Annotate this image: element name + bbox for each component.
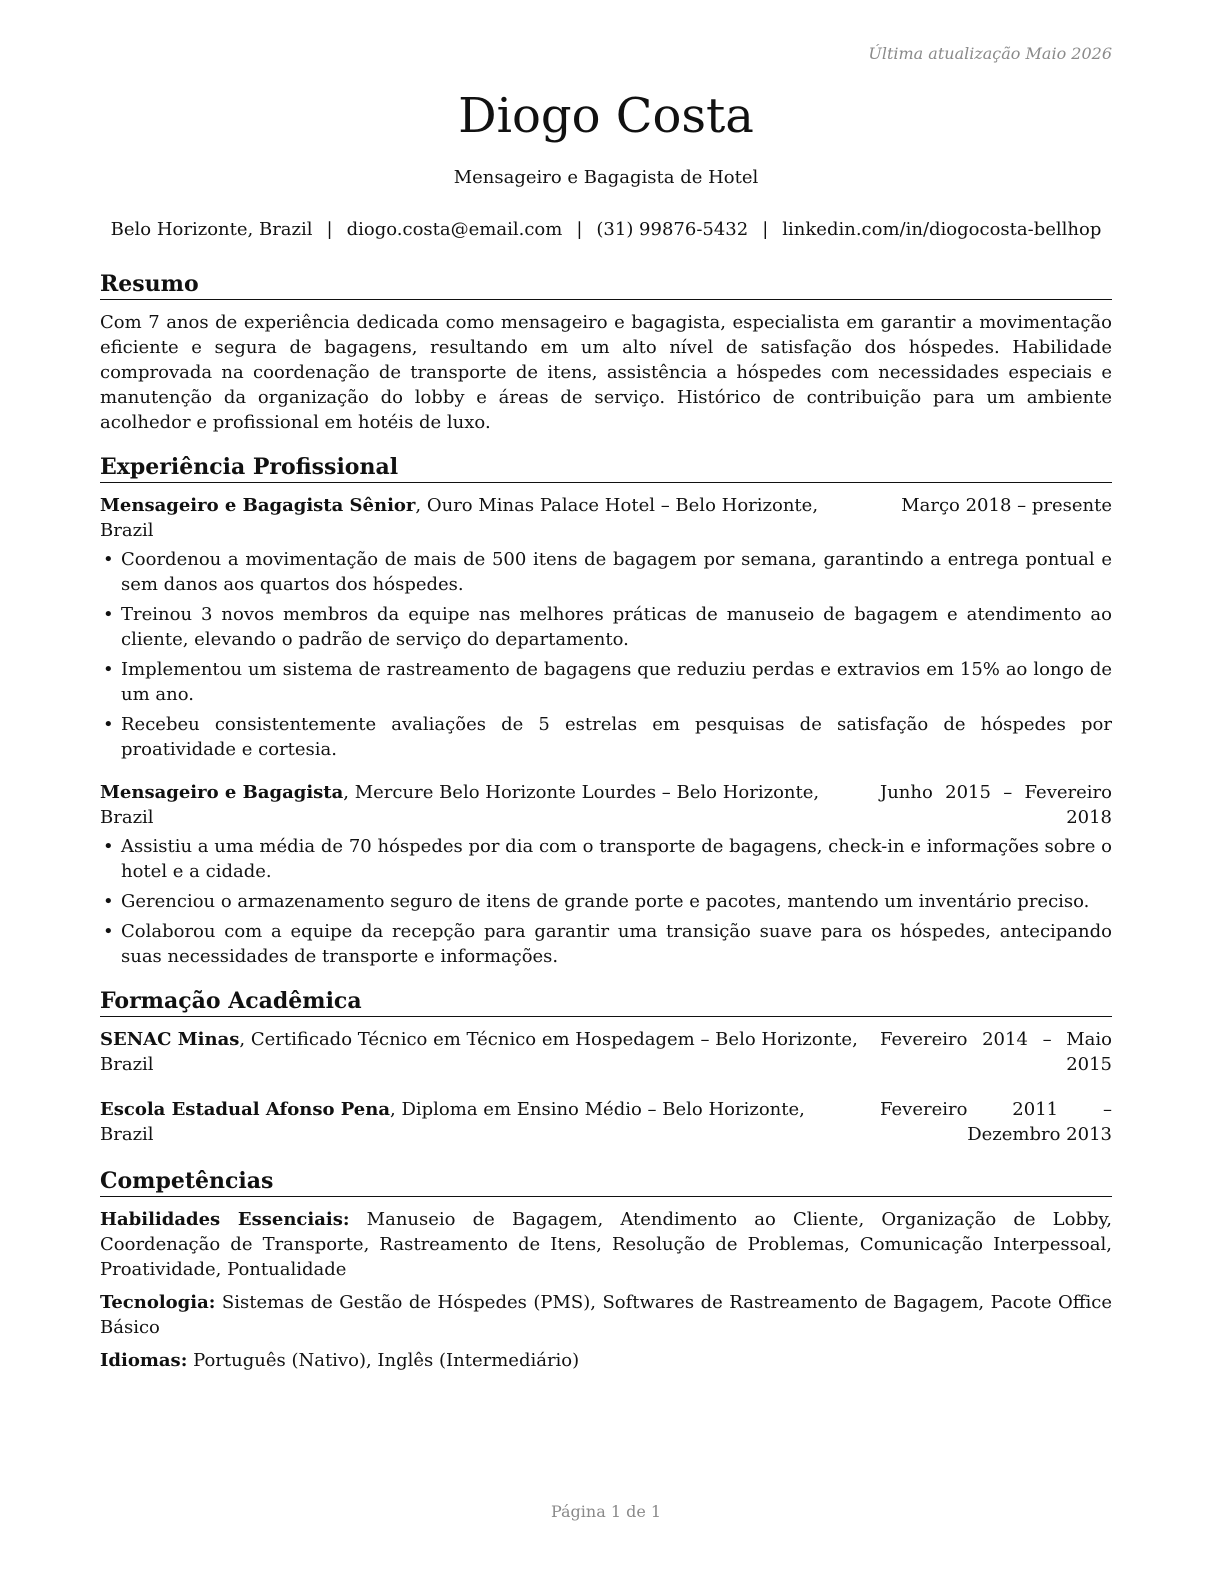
skill-row [100,1348,1112,1373]
education-dates: Fevereiro 2011 – Dezembro 2013 [880,1099,1112,1145]
education-info [100,1027,880,1077]
job-title: Mensageiro e Bagagista de Hotel [453,167,759,188]
job-entry [100,780,1112,969]
skills-section [100,1167,1112,1373]
section-title-summary: Resumo [100,270,1112,300]
job-role: Mensageiro e Bagagista Sênior [100,495,416,516]
bullet-item [100,657,1112,707]
summary-text: Com 7 anos de experiência dedicada como mensageiro e bagagista, especialista em garantir a movimentação eficiente e segura de bagagens, resultando em um alto nível de satisfação dos hóspedes. Habilidade comprovada na coordenação de transporte de itens, assistência a hóspedes com necessidades especiais e manutenção da organização do lobby e áreas de serviço. Histórico de contribuição para um ambiente acolhedor e profissional em hotéis de luxo. [100,312,1112,433]
bullet-text: Gerenciou o armazenamento seguro de itens de grande porte e pacotes, mantendo um inventário preciso. [121,891,1090,912]
bullet-text: Assistiu a uma média de 70 hóspedes por dia com o transporte de bagagens, check-in e informações sobre o hotel e a cidade. [121,836,1112,882]
education-details: , Certificado Técnico em Técnico em Hospedagem – Belo Horizonte, Brazil [100,1029,858,1075]
education-header [100,1027,1112,1077]
contact-email[interactable]: diogo.costa@email.com [346,219,563,240]
bullet-text: Treinou 3 novos membros da equipe nas melhores práticas de manuseio de bagagem e atendimento ao cliente, elevando o padrão de serviço do departamento. [121,604,1112,650]
job-dates: Março 2018 – presente [901,495,1112,516]
contact-separator: | [576,219,583,240]
job-role: Mensageiro e Bagagista [100,782,344,803]
skill-value: Português (Nativo), Inglês (Intermediário) [187,1350,580,1371]
job-header [100,780,1112,830]
candidate-name: Diogo Costa [458,88,754,144]
education-entry [100,1097,1112,1147]
skill-label: Idiomas: [100,1350,188,1371]
bullet-item [100,919,1112,969]
bullet-dot-icon: • [103,714,114,735]
bullet-item [100,712,1112,762]
bullet-text: Coordenou a movimentação de mais de 500 itens de bagagem por semana, garantindo a entrega pontual e sem danos aos quartos dos hóspedes. [121,549,1112,595]
job-entry [100,493,1112,762]
bullet-text: Implementou um sistema de rastreamento de bagagens que reduziu perdas e extravios em 15% ao longo de um ano. [121,659,1112,705]
resume-page [100,0,1112,1584]
skill-row [100,1207,1112,1282]
bullet-dot-icon: • [103,836,114,857]
resume-content [100,270,1112,1381]
bullet-dot-icon: • [103,604,114,625]
skill-label: Habilidades Essenciais: [100,1209,350,1230]
contact-separator: | [762,219,769,240]
job-dates: Junho 2015 – Fevereiro 2018 [880,782,1112,828]
contact-phone: (31) 99876-5432 [596,219,749,240]
bullet-item [100,547,1112,597]
job-employer: , Ouro Minas Palace Hotel – Belo Horizonte, Brazil [100,495,819,541]
experience-section [100,453,1112,969]
education-school: SENAC Minas [100,1029,240,1050]
section-title-education: Formação Acadêmica [100,987,1112,1017]
skill-value: Manuseio de Bagagem, Atendimento ao Cliente, Organização de Lobby, Coordenação de Transporte, Rastreamento de Itens, Resolução de Problemas, Comunicação Interpessoal, Proatividade, Pontualidade [100,1209,1112,1280]
education-details: , Diploma em Ensino Médio – Belo Horizonte, Brazil [100,1099,805,1145]
last-updated: Última atualização Maio 2026 [868,44,1112,63]
bullet-text: Recebeu consistentemente avaliações de 5 estrelas em pesquisas de satisfação de hóspedes por proatividade e cortesia. [121,714,1112,760]
section-title-skills: Competências [100,1167,1112,1197]
bullet-dot-icon: • [103,891,114,912]
job-bullets [100,547,1112,762]
contact-line [100,219,1112,240]
bullet-dot-icon: • [103,921,114,942]
skill-row [100,1290,1112,1340]
contact-separator: | [326,219,333,240]
education-dates: Fevereiro 2014 – Maio 2015 [880,1029,1112,1075]
job-header [100,493,1112,543]
page-number: Página 1 de 1 [550,1502,662,1521]
job-bullets [100,834,1112,969]
contact-location: Belo Horizonte, Brazil [110,219,313,240]
bullet-dot-icon: • [103,659,114,680]
contact-linkedin[interactable]: linkedin.com/in/diogocosta-bellhop [782,219,1102,240]
job-info [100,493,880,543]
education-section [100,987,1112,1147]
bullet-text: Colaborou com a equipe da recepção para garantir uma transição suave para os hóspedes, antecipando suas necessidades de transporte e informações. [121,921,1112,967]
education-school: Escola Estadual Afonso Pena [100,1099,391,1120]
bullet-dot-icon: • [103,549,114,570]
bullet-item [100,834,1112,884]
education-entry [100,1027,1112,1077]
bullet-item [100,602,1112,652]
job-employer: , Mercure Belo Horizonte Lourdes – Belo Horizonte, Brazil [100,782,820,828]
skill-value: Sistemas de Gestão de Hóspedes (PMS), Softwares de Rastreamento de Bagagem, Pacote Office Básico [100,1292,1112,1338]
job-info [100,780,880,830]
summary-section [100,270,1112,435]
education-header [100,1097,1112,1147]
bullet-item [100,889,1112,914]
skill-label: Tecnologia: [100,1292,216,1313]
section-title-experience: Experiência Profissional [100,453,1112,483]
education-info [100,1097,880,1147]
